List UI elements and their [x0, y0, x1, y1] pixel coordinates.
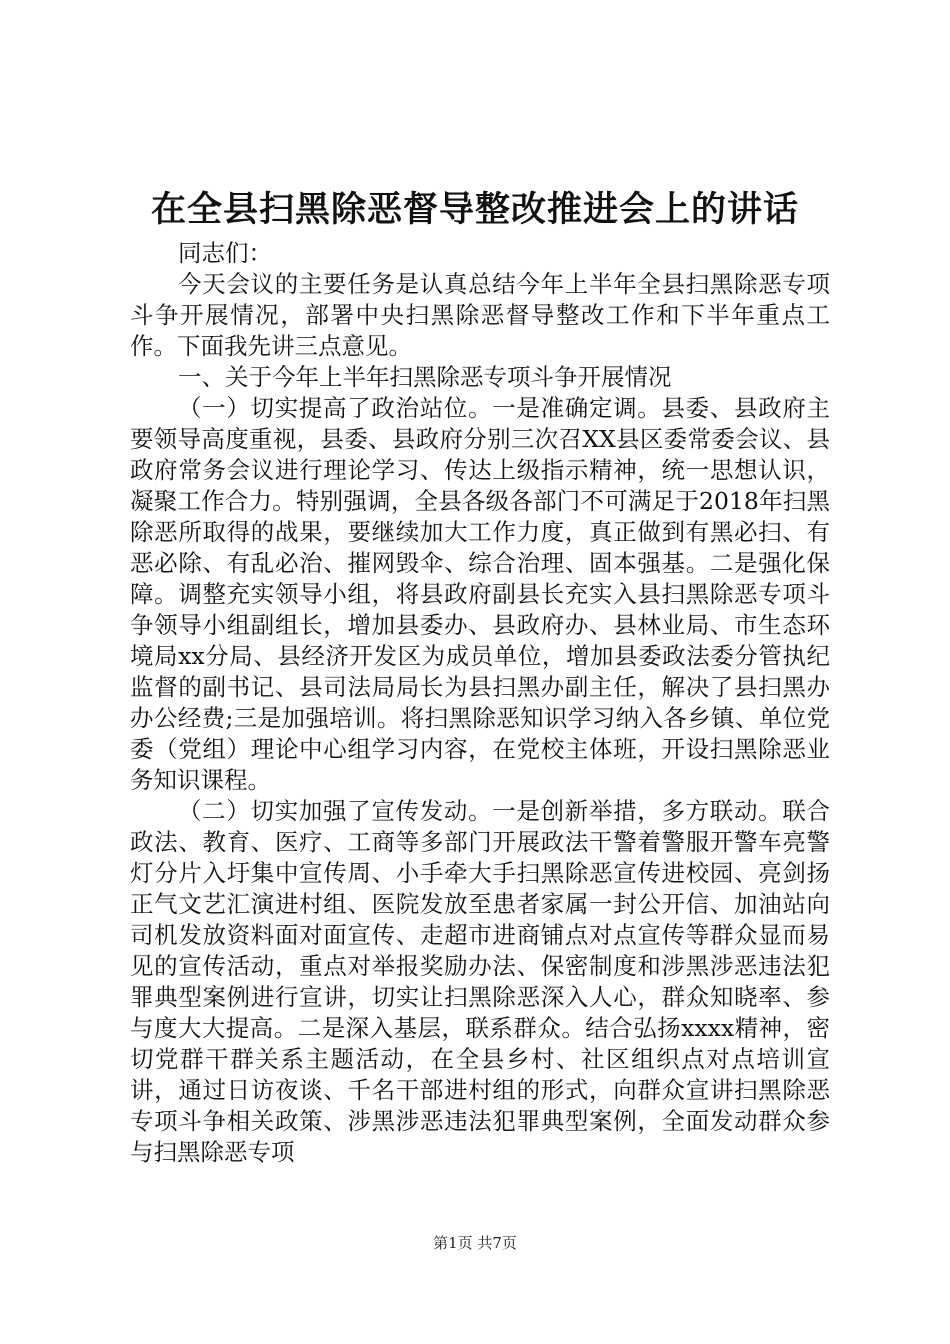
document-body	[130, 238, 830, 1168]
paragraph-political-stance: （一）切实提高了政治站位。一是准确定调。县委、县政府主要领导高度重视，县委、县政府分别三次召XX县区委常委会议、县政府常务会议进行理论学习、传达上级指示精神，统一思想认识，凝聚工作合力。特别强调，全县各级各部门不可满足于2018年扫黑除恶所取得的战果，要继续加大工作力度，真正做到有黑必扫、有恶必除、有乱必治、摧网毁伞、综合治理、固本强基。二是强化保障。调整充实领导小组，将县政府副县长充实入县扫黑除恶专项斗争领导小组副组长，增加县委办、县政府办、县林业局、市生态环境局xx分局、县经济开发区为成员单位，增加县委政法委分管执纪监督的副书记、县司法局局长为县扫黑办副主任，解决了县扫黑办办公经费;三是加强培训。将扫黑除恶知识学习纳入各乡镇、单位党委（党组）理论中心组学习内容，在党校主体班，开设扫黑除恶业务知识课程。	[130, 394, 830, 794]
page-footer: 第1页 共7页	[433, 1234, 517, 1252]
paragraph-publicity: （二）切实加强了宣传发动。一是创新举措，多方联动。联合政法、教育、医疗、工商等多部门开展政法干警着警服开警车亮警灯分片入圩集中宣传周、小手牵大手扫黑除恶宣传进校园、亮剑扬正气文艺汇演进村组、医院发放至患者家属一封公开信、加油站向司机发放资料面对面宣传、走超市进商铺点对点宣传等群众显而易见的宣传活动，重点对举报奖励办法、保密制度和涉黑涉恶违法犯罪典型案例进行宣讲，切实让扫黑除恶深入人心，群众知晓率、参与度大大提高。二是深入基层，联系群众。结合弘扬xxxx精神，密切党群干群关系主题活动，在全县乡村、社区组织点对点培训宣讲，通过日访夜谈、千名干部进村组的形式，向群众宣讲扫黑除恶专项斗争相关政策、涉黑涉恶违法犯罪典型案例，全面发动群众参与扫黑除恶专项	[130, 797, 830, 1166]
paragraph-intro: 今天会议的主要任务是认真总结今年上半年全县扫黑除恶专项斗争开展情况，部署中央扫黑除恶督导整改工作和下半年重点工作。下面我先讲三点意见。	[130, 270, 830, 360]
section-heading: 一、关于今年上半年扫黑除恶专项斗争开展情况	[178, 363, 672, 391]
document-title: 在全县扫黑除恶督导整改推进会上的讲话	[150, 189, 799, 230]
salutation: 同志们：	[178, 239, 272, 267]
